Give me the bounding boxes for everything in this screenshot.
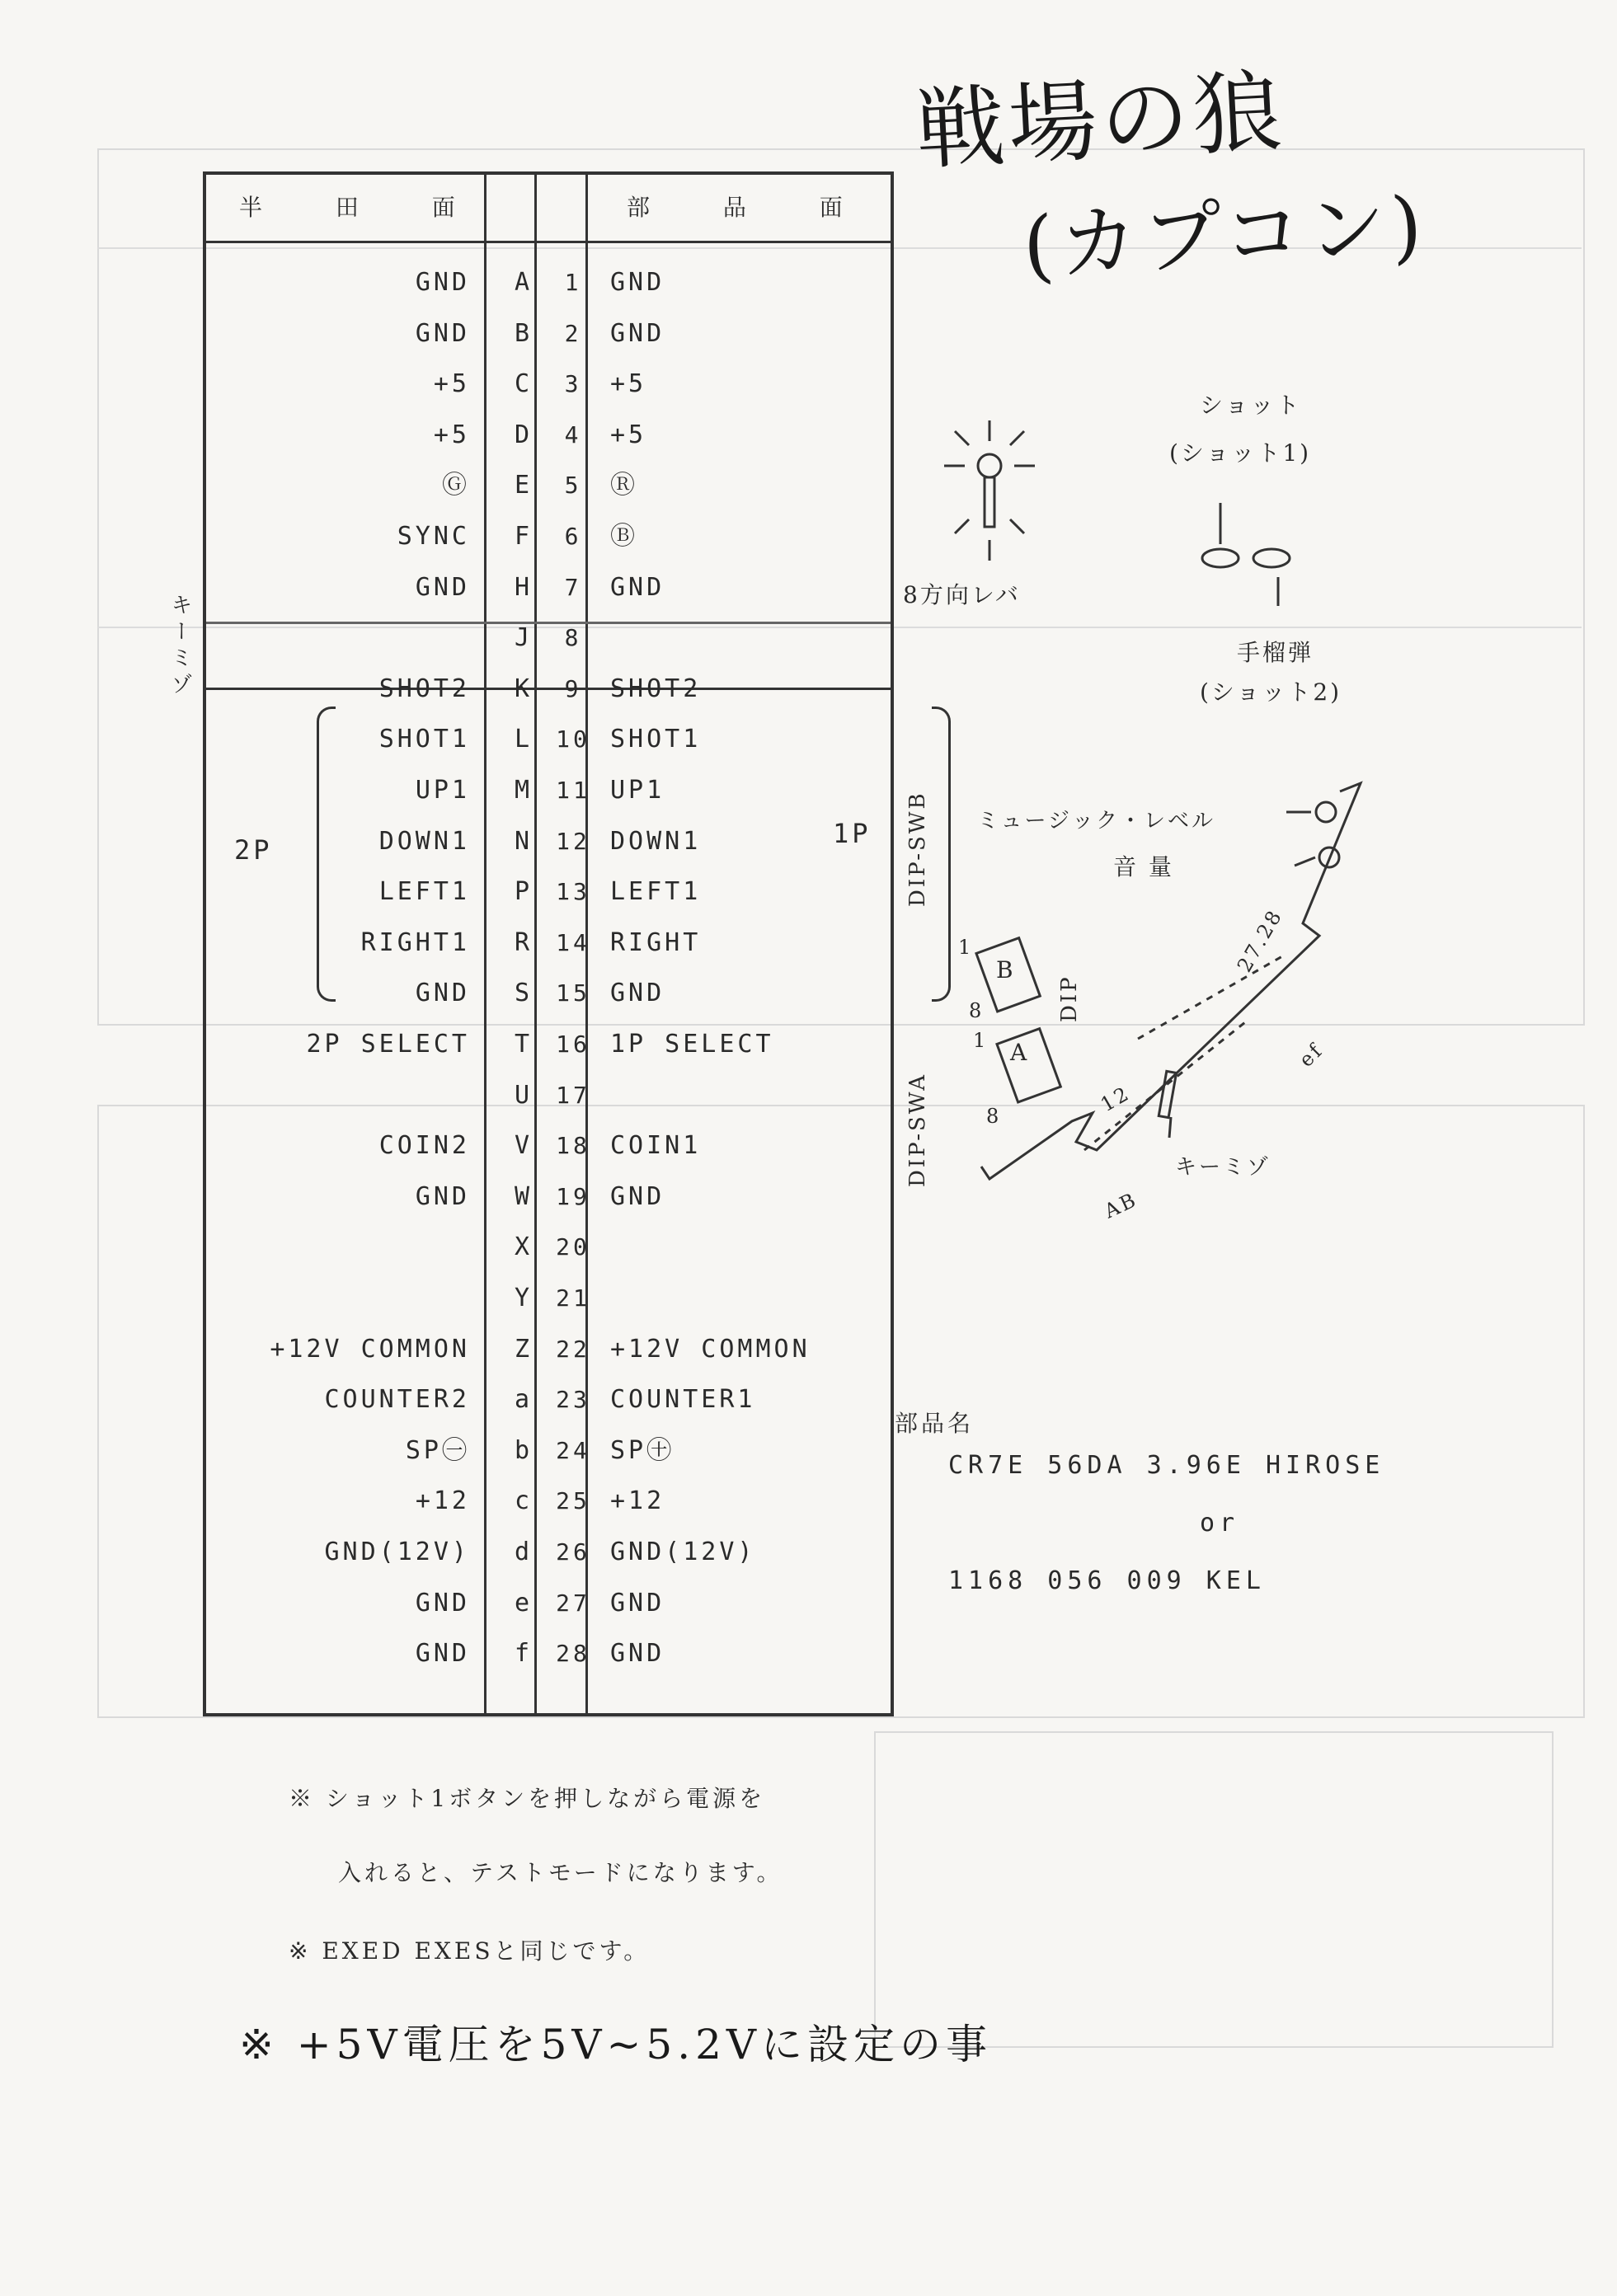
pin-solder-signal: +12V COMMON xyxy=(270,1334,470,1364)
pin-number: 13 xyxy=(556,878,590,906)
pin-component-signal: +5 xyxy=(610,369,647,399)
pin-letter: M xyxy=(514,776,534,805)
pin-solder-signal: GND xyxy=(415,1588,470,1618)
pin-row xyxy=(206,1628,891,1679)
header-divider xyxy=(206,241,891,243)
edge-27-28-label: 27.28 xyxy=(1233,904,1288,976)
pin-row xyxy=(206,765,891,816)
dip-a-pin8: 8 xyxy=(986,1105,1002,1128)
pin-letter: D xyxy=(514,420,534,449)
pin-component-signal: SHOT1 xyxy=(610,725,702,754)
pin-row xyxy=(206,257,891,308)
pin-component-signal: 1P SELECT xyxy=(610,1030,774,1059)
pin-solder-signal: COUNTER2 xyxy=(324,1385,470,1415)
pin-number: 24 xyxy=(556,1436,590,1464)
pin-letter: S xyxy=(514,979,534,1008)
pin-number: 12 xyxy=(556,827,590,855)
pin-number: 7 xyxy=(564,573,582,601)
dip-a-pin1: 1 xyxy=(973,1029,989,1052)
note-test-mode-2: 入れると、テストモードになります。 xyxy=(338,1859,783,1886)
pin-number: 23 xyxy=(556,1386,590,1414)
pin-component-signal: Ⓡ xyxy=(610,471,638,500)
edge-ab-label: AB xyxy=(1101,1187,1141,1223)
pin-number: 25 xyxy=(556,1487,590,1515)
pinout-table xyxy=(203,171,894,1716)
pin-row xyxy=(206,1425,891,1477)
volume-label: 音 量 xyxy=(1113,853,1174,880)
pin-number: 5 xyxy=(564,472,582,500)
pin-solder-signal: DOWN1 xyxy=(378,826,470,856)
pin-letter: J xyxy=(514,623,534,653)
pin-component-signal: SP㊉ xyxy=(610,1435,675,1465)
pin-solder-signal: GND xyxy=(415,268,470,297)
pin-component-signal: GND xyxy=(610,1639,665,1669)
pin-number: 22 xyxy=(556,1335,590,1363)
pin-row xyxy=(206,1324,891,1375)
pin-solder-signal: SHOT1 xyxy=(378,725,470,754)
dip-b-pin1: 1 xyxy=(958,936,974,959)
pin-component-signal: DOWN1 xyxy=(610,826,702,856)
pin-component-signal: RIGHT xyxy=(610,927,702,957)
handwritten-title: 戦場の狼 xyxy=(913,60,1288,183)
pin-component-signal: COUNTER1 xyxy=(610,1385,756,1415)
pin-number: 26 xyxy=(556,1538,590,1566)
solder-side-header: 半 田 面 xyxy=(239,194,488,221)
pin-row xyxy=(206,460,891,511)
pin-number: 15 xyxy=(556,979,590,1007)
player2-label: 2P xyxy=(234,834,273,866)
pin-letter: K xyxy=(514,674,534,703)
pin-component-signal: +5 xyxy=(610,420,647,449)
handwritten-subtitle: (カプコン) xyxy=(1020,179,1430,293)
pin-letter: N xyxy=(514,826,534,856)
pin-solder-signal: GND xyxy=(415,318,470,348)
note-test-mode-1: ※ ショット1ボタンを押しながら電源を xyxy=(289,1785,766,1812)
note-voltage: ※ +5V電圧を5V~5.2Vに設定の事 xyxy=(239,2021,993,2068)
part-number-2: 1168 056 009 KEL xyxy=(948,1566,1266,1595)
pin-number: 19 xyxy=(556,1182,590,1210)
pin-component-signal: SHOT2 xyxy=(610,674,702,703)
pin-letter: X xyxy=(514,1233,534,1262)
pin-letter: W xyxy=(514,1181,534,1211)
pin-solder-signal: +5 xyxy=(433,369,470,399)
pin-solder-signal: Ⓖ xyxy=(442,471,470,500)
pin-component-signal: Ⓑ xyxy=(610,522,638,551)
pin-row xyxy=(206,1120,891,1171)
pin-letter: L xyxy=(514,725,534,754)
edge-12-label: 12 xyxy=(1097,1081,1135,1117)
pin-component-signal: GND(12V) xyxy=(610,1538,756,1566)
joystick-icon xyxy=(944,420,1035,561)
pin-component-signal: UP1 xyxy=(610,776,665,805)
player2-bracket xyxy=(317,707,336,1002)
pin-component-signal: GND xyxy=(610,1588,665,1618)
shot1-label: (ショット1) xyxy=(1169,439,1312,467)
pin-letter: T xyxy=(514,1030,534,1059)
pin-letter: f xyxy=(514,1639,534,1669)
pin-row xyxy=(206,664,891,715)
pin-letter: R xyxy=(514,927,534,957)
pin-number: 27 xyxy=(556,1589,590,1617)
pin-row xyxy=(206,613,891,664)
pin-letter: P xyxy=(514,877,534,907)
pin-solder-signal: SYNC xyxy=(397,522,470,551)
pin-component-signal: GND xyxy=(610,318,665,348)
pin-number: 16 xyxy=(556,1031,590,1058)
pin-row xyxy=(206,918,891,969)
pin-letter: H xyxy=(514,572,534,602)
pin-number: 1 xyxy=(564,269,582,296)
bleed-through-frame xyxy=(874,1731,1554,2048)
part-number-1: CR7E 56DA 3.96E HIROSE xyxy=(948,1451,1385,1480)
note-same-as-exed: ※ EXED EXESと同じです。 xyxy=(289,1937,651,1965)
pin-number: 14 xyxy=(556,928,590,956)
pin-component-signal: LEFT1 xyxy=(610,877,702,907)
music-level-label: ミュージック・レベル xyxy=(977,809,1215,833)
pin-solder-signal: SHOT2 xyxy=(378,674,470,703)
pin-component-signal: COIN1 xyxy=(610,1131,702,1161)
pin-row xyxy=(206,1374,891,1425)
pin-number: 28 xyxy=(556,1640,590,1668)
shot-label: ショット xyxy=(1200,392,1302,419)
pin-row xyxy=(206,1019,891,1070)
pin-number: 21 xyxy=(556,1284,590,1312)
pin-row xyxy=(206,1222,891,1273)
pin-solder-signal: GND xyxy=(415,1639,470,1669)
pin-row xyxy=(206,714,891,765)
pin-solder-signal: COIN2 xyxy=(378,1131,470,1161)
pin-letter: e xyxy=(514,1588,534,1618)
pin-letter: a xyxy=(514,1385,534,1415)
edge-ef-label: ef xyxy=(1295,1038,1328,1072)
shot2-label: (ショット2) xyxy=(1200,678,1342,706)
pin-letter: A xyxy=(514,268,534,297)
pin-row xyxy=(206,1527,891,1578)
pin-solder-signal: 2P SELECT xyxy=(306,1030,470,1059)
pin-number: 18 xyxy=(556,1132,590,1160)
dip-swa-label: DIP-SWA xyxy=(905,1073,930,1187)
pin-row xyxy=(206,410,891,461)
pin-letter: Z xyxy=(514,1334,534,1364)
component-side-header: 部 品 面 xyxy=(627,194,876,221)
pin-letter: C xyxy=(514,369,534,399)
pin-row xyxy=(206,1273,891,1324)
pin-letter: c xyxy=(514,1486,534,1516)
pin-solder-signal: +12 xyxy=(415,1486,470,1516)
pin-letter: V xyxy=(514,1131,534,1161)
pin-component-signal: GND xyxy=(610,268,665,297)
pin-solder-signal: GND xyxy=(415,979,470,1008)
pin-number: 11 xyxy=(556,777,590,804)
pin-letter: F xyxy=(514,522,534,551)
pin-solder-signal: SP㊀ xyxy=(405,1435,470,1465)
pin-number: 20 xyxy=(556,1233,590,1261)
pin-solder-signal: LEFT1 xyxy=(378,877,470,907)
pin-number: 17 xyxy=(556,1081,590,1109)
dip-b-pin8: 8 xyxy=(969,999,985,1022)
key-slot-label-left: キーミゾ xyxy=(167,594,192,699)
pin-row xyxy=(206,359,891,410)
pin-number: 4 xyxy=(564,420,582,448)
pin-letter: U xyxy=(514,1080,534,1110)
part-or: or xyxy=(1200,1509,1240,1538)
pcb-outline-icon xyxy=(976,783,1361,1179)
pin-row xyxy=(206,816,891,867)
pin-row xyxy=(206,308,891,359)
pin-row xyxy=(206,1476,891,1527)
pin-component-signal: +12V COMMON xyxy=(610,1334,811,1364)
lever-label: 8方向レバ xyxy=(903,581,1021,608)
pin-solder-signal: UP1 xyxy=(415,776,470,805)
pin-letter: d xyxy=(514,1538,534,1566)
pin-number: 8 xyxy=(564,624,582,652)
pin-solder-signal: RIGHT1 xyxy=(360,927,470,957)
pin-row xyxy=(206,511,891,562)
dip-label: DIP xyxy=(1057,974,1082,1022)
parts-label: 部品名 xyxy=(895,1410,975,1437)
pin-row xyxy=(206,1171,891,1223)
pin-letter: B xyxy=(514,318,534,348)
pin-component-signal: GND xyxy=(610,572,665,602)
pin-row xyxy=(206,1578,891,1629)
key-slot-label: キーミゾ xyxy=(1175,1155,1272,1180)
pin-component-signal: +12 xyxy=(610,1486,665,1516)
pin-row xyxy=(206,1070,891,1121)
pin-solder-signal: +5 xyxy=(433,420,470,449)
pin-row xyxy=(206,562,891,613)
pin-component-signal: GND xyxy=(610,979,665,1008)
dip-b-label: B xyxy=(996,956,1016,984)
shot-buttons-icon xyxy=(1202,503,1290,606)
pin-number: 9 xyxy=(564,674,582,702)
dip-swb-label: DIP-SWB xyxy=(905,791,930,907)
pin-component-signal: GND xyxy=(610,1181,665,1211)
pin-number: 10 xyxy=(556,725,590,754)
pin-solder-signal: GND xyxy=(415,572,470,602)
pin-letter: b xyxy=(514,1435,534,1465)
pin-row xyxy=(206,968,891,1019)
pin-solder-signal: GND(12V) xyxy=(324,1538,470,1566)
pin-letter: E xyxy=(514,471,534,500)
pin-number: 6 xyxy=(564,523,582,550)
player1-label: 1P xyxy=(833,818,872,849)
pin-number: 2 xyxy=(564,319,582,347)
dip-a-label: A xyxy=(1010,1039,1030,1066)
pin-number: 3 xyxy=(564,370,582,398)
grenade-label: 手榴弾 xyxy=(1237,639,1314,666)
pin-solder-signal: GND xyxy=(415,1181,470,1211)
pin-row xyxy=(206,866,891,918)
pin-letter: Y xyxy=(514,1284,534,1312)
